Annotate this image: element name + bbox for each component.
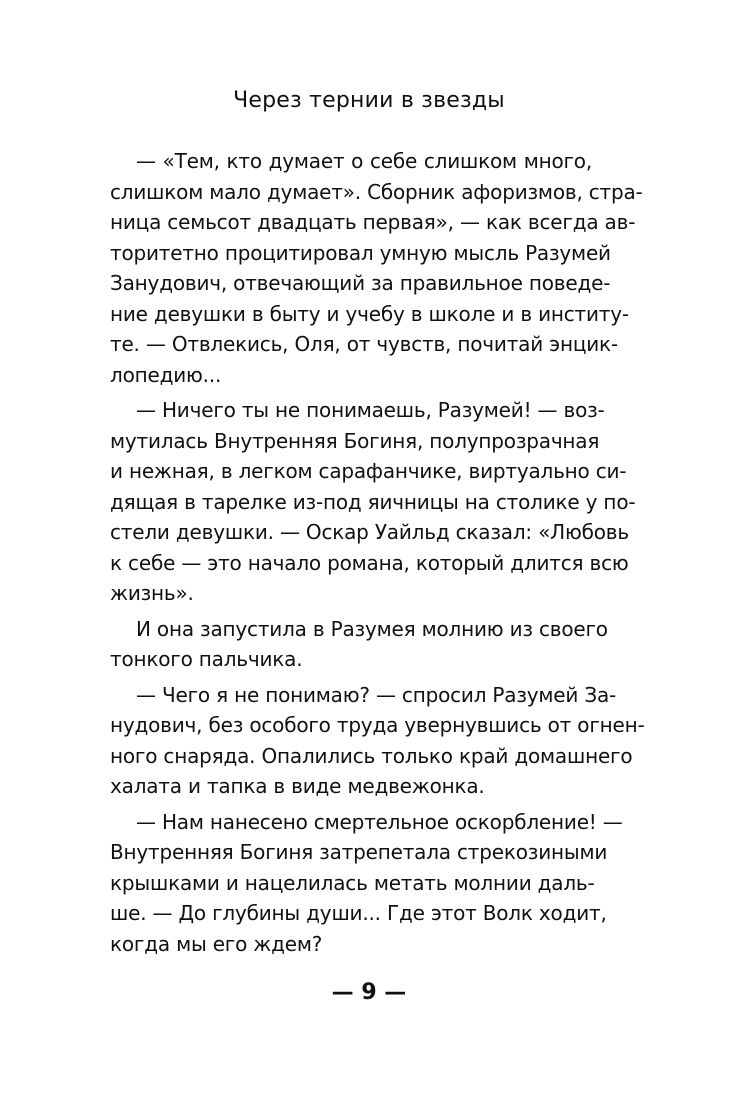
text-line: те. — Отвлекись, Оля, от чувств, почитай энцик-: [110, 332, 618, 356]
text-line: Занудович, отвечающий за правильное поведе-: [110, 271, 611, 295]
text-line: нудович, без особого труда увернувшись от огнен-: [110, 713, 645, 737]
text-line: — Чего я не понимаю? — спросил Разумей За-: [136, 682, 617, 707]
text-line: — «Тем, кто думает о себе слишком много,: [136, 149, 592, 173]
text-line: ние девушки в быту и учебу в школе и в институ-: [110, 301, 629, 326]
body-text: [110, 146, 645, 959]
text-line: — Ничего ты не понимаешь, Разумей! — воз-: [136, 398, 605, 422]
text-line: Внутренняя Богиня затрепетала стрекозиными: [110, 840, 608, 864]
text-line: ного снаряда. Опалились только край домашнего: [110, 743, 633, 768]
text-line: лопедию...: [110, 362, 222, 387]
text-line: жизнь».: [110, 581, 194, 605]
text-line: и нежная, в легком сарафанчике, виртуально си-: [110, 459, 627, 483]
text-line: ница семьсот двадцать первая», — как всегда ав-: [110, 210, 636, 234]
text-line: к себе — это начало романа, который длится всю: [110, 550, 629, 575]
text-line: когда мы его ждем?: [110, 931, 323, 956]
text-line: мутилась Внутренняя Богиня, полупрозрачная: [110, 428, 600, 453]
text-line: слишком мало думает». Сборник афоризмов, стра-: [110, 179, 643, 204]
text-line: стели девушки. — Оскар Уайльд сказал: «Любовь: [110, 520, 629, 544]
text-line: торитетно процитировал умную мысль Разумей: [110, 240, 611, 265]
text-line: халата и тапка в виде медвежонка.: [110, 774, 485, 798]
page-number: — 9 —: [331, 980, 407, 1005]
text-line: тонкого пальчика.: [110, 647, 303, 671]
text-line: дящая в тарелке из-под яичницы на столике у по-: [110, 489, 636, 514]
text-line: И она запустила в Разумея молнию из своего: [136, 616, 608, 641]
running-head: Через тернии в звезды: [233, 88, 505, 113]
text-line: ше. — До глубины души... Где этот Волк ходит,: [110, 901, 607, 925]
text-line: крышками и нацелилась метать молнии даль-: [110, 870, 595, 895]
text-line: — Нам нанесено смертельное оскорбление! —: [136, 809, 623, 834]
